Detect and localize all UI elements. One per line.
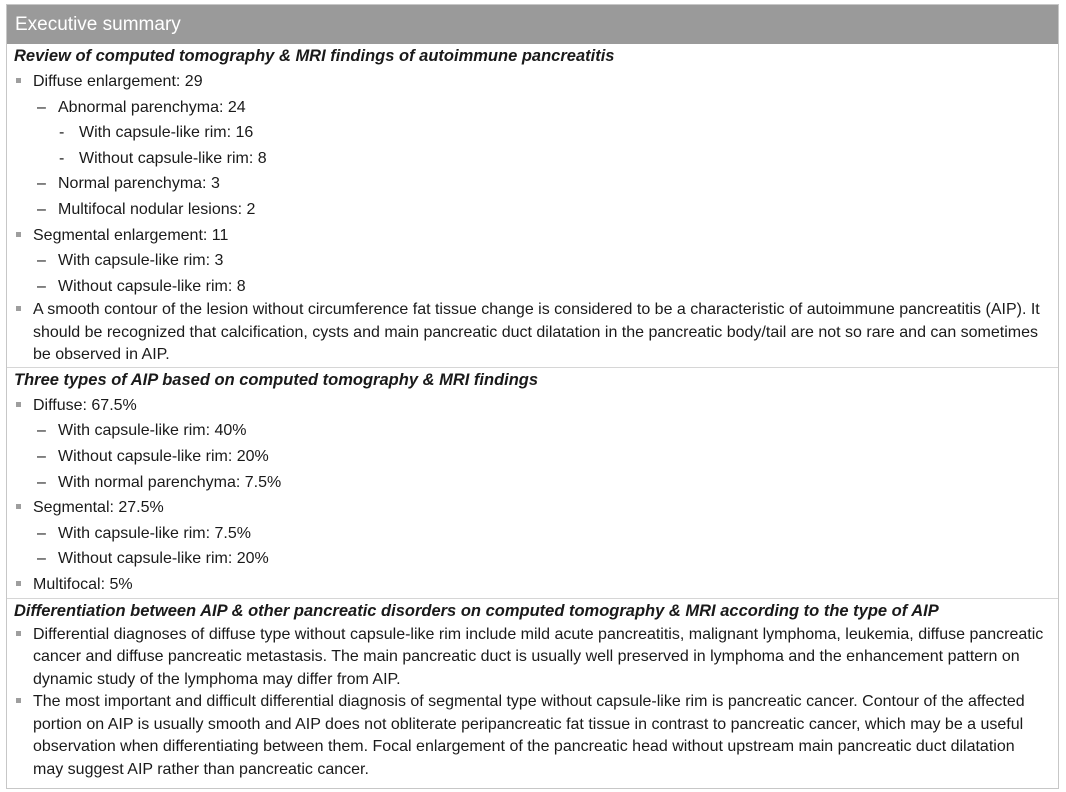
list-item [7, 470, 1058, 496]
hyphen-bullet-icon: - [59, 149, 65, 167]
list-item-text: The most important and difficult differential diagnosis of segmental type without capsule-like rim is pancreatic cancer. Contour of the affected portion on AIP is usually smooth and AIP does not obliterate peripancreatic fat tissue in contrast to pancreatic cancer, which may be a useful observation when differentiating between them. Focal enlargement of the pancreatic head without upstream main pancreatic duct dilatation may suggest AIP rather than pancreatic cancer. [33, 693, 1025, 778]
list-item [7, 418, 1058, 444]
dash-bullet-icon: – [37, 422, 46, 440]
list-item-text: Without capsule-like rim: 8 [58, 277, 246, 295]
list-item-text: With capsule-like rim: 16 [79, 124, 254, 142]
dash-bullet-icon: – [37, 524, 46, 542]
list-item [7, 299, 1058, 367]
list-item [7, 444, 1058, 470]
executive-summary-box [6, 4, 1059, 789]
list-item-text: Without capsule-like rim: 20% [58, 550, 269, 568]
dash-bullet-icon: – [37, 98, 46, 116]
list-item-text: Diffuse: 67.5% [33, 396, 137, 414]
list-item [7, 146, 1058, 172]
list-item-text: With capsule-like rim: 7.5% [58, 524, 251, 542]
hyphen-bullet-icon: - [59, 124, 65, 142]
dash-bullet-icon: – [37, 175, 46, 193]
summary-section [7, 367, 1058, 598]
dash-bullet-icon: – [37, 277, 46, 295]
dash-bullet-icon: – [37, 473, 46, 491]
list-item-text: Diffuse enlargement: 29 [33, 73, 203, 90]
list-item-text: Differential diagnoses of diffuse type without capsule-like rim include mild acute pancreatitis, malignant lymphoma, leukemia, diffuse pancreatic cancer and diffuse pancreatic metastasis. The main pancreatic duct is usually well preserved in lymphoma and the enhancement pattern on dynamic study of the lymphoma may differ from AIP. [33, 625, 1044, 688]
section-list [7, 624, 1058, 782]
dash-bullet-icon: – [37, 448, 46, 466]
dash-bullet-icon: – [37, 550, 46, 568]
list-item [7, 393, 1058, 419]
square-bullet-icon [16, 306, 21, 311]
list-item-text: With normal parenchyma: 7.5% [58, 473, 282, 491]
square-bullet-icon [16, 581, 21, 586]
list-item [7, 69, 1058, 95]
list-item [7, 197, 1058, 223]
section-list [7, 69, 1058, 367]
dash-bullet-icon: – [37, 252, 46, 270]
list-item-text: Multifocal: 5% [33, 576, 133, 593]
section-heading: Differentiation between AIP & other pancreatic disorders on computed tomography & MRI according to the type of AIP [14, 601, 939, 620]
square-bullet-icon [16, 78, 21, 83]
list-item [7, 691, 1058, 781]
list-item-text: Normal parenchyma: 3 [58, 175, 220, 193]
square-bullet-icon [16, 232, 21, 237]
list-item [7, 274, 1058, 300]
list-item [7, 546, 1058, 572]
box-title: Executive summary [7, 5, 1058, 44]
list-item [7, 624, 1058, 692]
square-bullet-icon [16, 402, 21, 407]
list-item [7, 120, 1058, 146]
summary-section [7, 44, 1058, 367]
list-item-text: A smooth contour of the lesion without circumference fat tissue change is considered to be a characteristic of autoimmune pancreatitis (AIP). It should be recognized that calcification, cysts and main pancreatic duct dilatation in the pancreatic body/tail are not so rare and can sometimes be observed in AIP. [33, 301, 1040, 364]
dash-bullet-icon: – [37, 200, 46, 218]
list-item [7, 572, 1058, 598]
square-bullet-icon [16, 698, 21, 703]
list-item-text: Segmental enlargement: 11 [33, 226, 229, 244]
list-item [7, 248, 1058, 274]
list-item-text: Without capsule-like rim: 20% [58, 448, 269, 466]
list-item [7, 171, 1058, 197]
square-bullet-icon [16, 504, 21, 509]
section-heading: Review of computed tomography & MRI findings of autoimmune pancreatitis [14, 47, 615, 65]
list-item-text: With capsule-like rim: 40% [58, 422, 247, 440]
list-item-text: Without capsule-like rim: 8 [79, 149, 267, 167]
list-item [7, 95, 1058, 121]
list-item-text: Abnormal parenchyma: 24 [58, 98, 246, 116]
summary-content [7, 44, 1058, 781]
list-item [7, 223, 1058, 249]
square-bullet-icon [16, 631, 21, 636]
section-heading: Three types of AIP based on computed tomography & MRI findings [14, 370, 539, 389]
list-item-text: Segmental: 27.5% [33, 499, 164, 517]
list-item [7, 521, 1058, 547]
list-item-text: With capsule-like rim: 3 [58, 252, 224, 270]
list-item [7, 495, 1058, 521]
section-list [7, 393, 1058, 598]
summary-section [7, 598, 1058, 782]
list-item-text: Multifocal nodular lesions: 2 [58, 200, 256, 218]
